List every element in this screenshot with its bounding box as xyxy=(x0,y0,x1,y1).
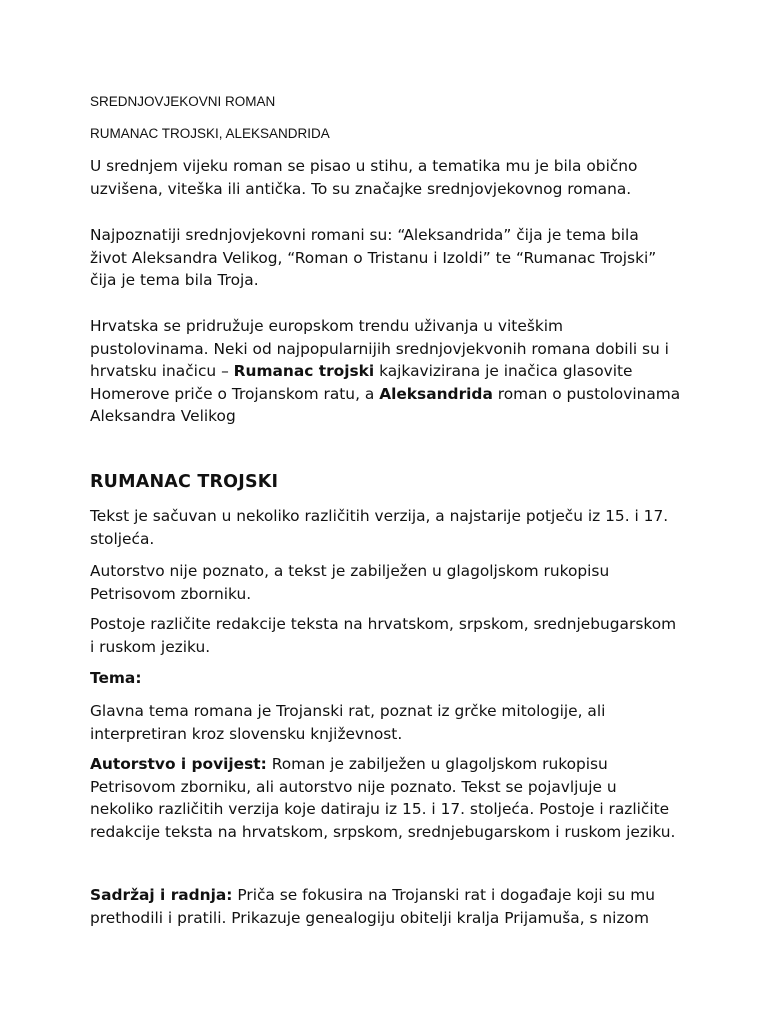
text-line: U srednjem vijeku roman se pisao u stihu, a tematika mu je bila obično xyxy=(90,157,638,175)
text-line: redakcije teksta na hrvatskom, srpskom, srednjebugarskom i ruskom jeziku. xyxy=(90,822,676,841)
text-line: interpretiran kroz slovensku književnost. xyxy=(90,724,403,743)
text-line: Glavna tema romana je Trojanski rat, poznat iz grčke mitologije, ali xyxy=(90,702,606,720)
text-run: hrvatsku inačicu – xyxy=(90,362,234,380)
text-line: Postoje različite redakcije teksta na hrvatskom, srpskom, srednjebugarskom xyxy=(90,615,677,633)
text-line: Aleksandra Velikog xyxy=(90,407,236,425)
intro-paragraph-2 xyxy=(90,224,690,292)
text-line: Petrisovom zborniku, ali autorstvo nije poznato. Tekst se pojavljuje u xyxy=(90,777,617,796)
text-line xyxy=(90,884,690,907)
text-line: Petrisovom zborniku. xyxy=(90,584,252,603)
sadrzaj-paragraph xyxy=(90,884,690,929)
text-run: kajkavizirana je inačica glasovite xyxy=(374,362,633,380)
text-run: Roman je zabilježen u glagoljskom rukopisu xyxy=(266,755,608,773)
text-line: Tekst je sačuvan u nekoliko različitih verzija, a najstarije potječu iz 15. i 17. xyxy=(90,507,669,525)
bold-title-aleksandrida: Aleksandrida xyxy=(379,384,493,403)
text-line: nekoliko različitih verzija koje datiraju iz 15. i 17. stoljeća. Postoje i različite xyxy=(90,800,670,818)
text-run: roman o pustolovinama xyxy=(492,384,681,403)
text-line: Najpoznatiji srednjovjekovni romani su: “Aleksandrida” čija je tema bila xyxy=(90,226,639,244)
text-line: pustolovinama. Neki od najpopularnijih srednjovjekvonih romana dobili su i xyxy=(90,339,669,358)
text-line xyxy=(90,360,690,383)
text-run: Homerove priče o Trojanskom ratu, a xyxy=(90,384,380,403)
text-line xyxy=(90,383,690,406)
sadrzaj-label: Sadržaj i radnja: xyxy=(90,886,233,904)
text-line: Autorstvo nije poznato, a tekst je zabilježen u glagoljskom rukopisu xyxy=(90,562,610,580)
section-title: RUMANAC TROJSKI xyxy=(90,472,279,492)
section-paragraph-2 xyxy=(90,560,690,605)
text-line: prethodili i pratili. Prikazuje genealogiju obitelji kralja Prijamuša, s nizom xyxy=(90,908,649,927)
text-line: život Aleksandra Velikog, “Roman o Tristanu i Izoldi” te “Rumanac Trojski” xyxy=(90,248,657,267)
tema-paragraph xyxy=(90,700,690,745)
document-heading-1: SREDNJOVJEKOVNI ROMAN xyxy=(90,94,276,109)
text-line xyxy=(90,753,690,776)
autorstvo-label: Autorstvo i povijest: xyxy=(90,755,267,773)
text-line: uzvišena, viteška ili antička. To su značajke srednjovjekovnog romana. xyxy=(90,179,632,198)
bold-title-rumanac: Rumanac trojski xyxy=(233,362,375,380)
section-paragraph-3 xyxy=(90,613,690,658)
text-line: stoljeća. xyxy=(90,529,155,548)
tema-label-line xyxy=(90,667,690,690)
text-line: čija je tema bila Troja. xyxy=(90,271,259,289)
document-heading-2: RUMANAC TROJSKI, ALEKSANDRIDA xyxy=(90,126,330,141)
autorstvo-paragraph xyxy=(90,753,690,843)
text-line: i ruskom jeziku. xyxy=(90,637,211,656)
intro-paragraph-3 xyxy=(90,315,690,428)
text-run: Priča se fokusira na Trojanski rat i događaje koji su mu xyxy=(232,886,656,904)
section-paragraph-1 xyxy=(90,505,690,550)
tema-label: Tema: xyxy=(90,669,142,687)
intro-paragraph-1 xyxy=(90,155,690,200)
text-line: Hrvatska se pridružuje europskom trendu uživanja u viteškim xyxy=(90,317,564,335)
